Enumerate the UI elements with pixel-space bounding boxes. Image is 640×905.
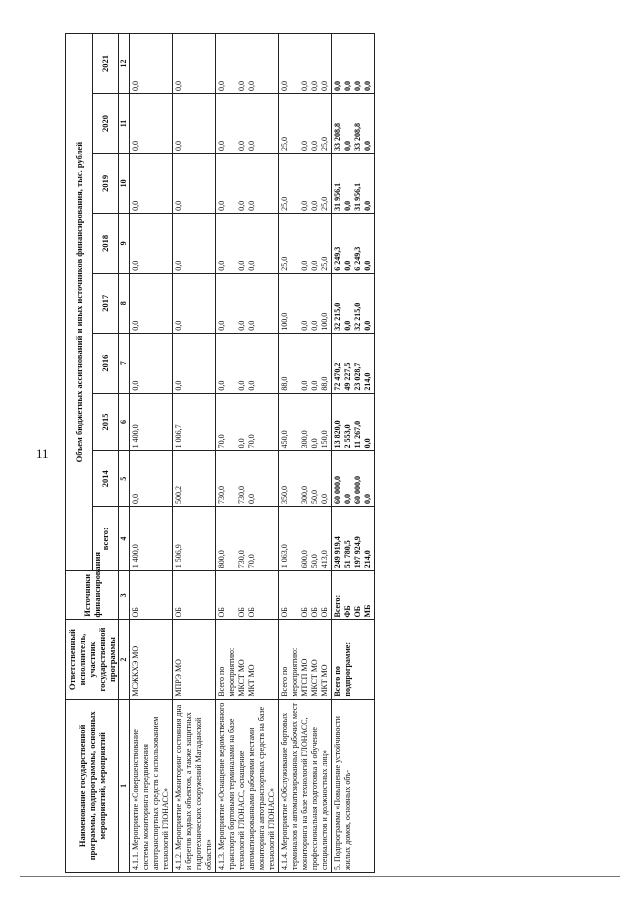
column-number: 12 [119,34,130,94]
header-source: Источники финансирования [66,571,119,620]
row-value-cell [332,94,375,154]
source-line: ОБ [300,607,309,618]
value-line: 0,0 [310,260,319,271]
value-line: 0,0 [217,140,226,151]
column-number: 5 [119,451,130,507]
table-row [173,34,216,873]
column-number: 1 [119,699,130,872]
value-line: 49 227,5 [343,362,352,391]
value-line: 0,0 [363,494,372,505]
column-number: 3 [119,571,130,620]
value-line: 0,0 [343,494,352,505]
executor-line: МКТ МО [320,664,329,697]
executor-line: МКСТ МО [237,659,246,697]
value-line: 730,0 [237,550,246,569]
row-value-cell [332,451,375,507]
value-line: 0,0 [217,320,226,331]
row-value-cell [173,94,216,154]
value-line: 0,0 [237,380,246,391]
row-value-cell [130,451,173,507]
row-value-cell [332,213,375,273]
row-value-cell [279,507,332,571]
executor-line: Всего по мероприятию: [217,647,236,697]
value-line: 0,0 [247,260,256,271]
value-line: 60 000,0 [353,476,362,505]
column-number: 10 [119,153,130,213]
value-line: 0,0 [300,320,309,331]
source-line: ОБ [353,605,362,618]
header-year: 2018 [92,213,119,273]
header-year: 2021 [92,34,119,94]
row-value-cell [216,333,279,393]
table-row [279,34,332,873]
header-total: всего: [92,507,119,571]
header-year: 2020 [92,94,119,154]
row-source [332,571,375,620]
header-name: Наименование государственной программы, подпрограммы, основных мероприятий, мероприятий [66,699,119,872]
row-value-cell [332,273,375,333]
value-line: 0,0 [174,81,183,92]
value-line: 0,0 [217,200,226,211]
value-line: 214,0 [363,372,372,391]
row-executor [332,620,375,699]
column-number: 8 [119,273,130,333]
funding-table [65,33,375,873]
row-value-cell [130,507,173,571]
row-value-cell [173,213,216,273]
value-line: 0,0 [247,494,256,505]
value-line: 70,0 [247,434,256,449]
executor-line: Всего по подпрограмме: [333,641,352,697]
row-value-cell [173,153,216,213]
row-value-cell [173,507,216,571]
source-line: ОБ [310,607,319,618]
value-line: 1 400,0 [131,424,140,449]
header-year: 2016 [92,333,119,393]
value-line: 0,0 [310,140,319,151]
column-number: 7 [119,333,130,393]
row-value-cell [216,34,279,94]
source-line: ОБ [280,607,289,618]
value-line: 32 215,0 [333,302,342,331]
table-body [119,34,375,873]
row-source [279,571,332,620]
row-executor [279,620,332,699]
row-value-cell [130,153,173,213]
header-executor: Ответственный исполнитель, участник государственной программы [66,620,119,699]
value-line: 0,0 [131,380,140,391]
value-line: 0,0 [343,140,352,151]
value-line: 0,0 [343,260,352,271]
source-line: ОБ [174,607,183,618]
value-line: 0,0 [247,380,256,391]
value-line: 100,0 [320,312,329,331]
value-line: 0,0 [237,140,246,151]
value-line: 730,0 [237,486,246,505]
value-line: 0,0 [343,320,352,331]
value-line: 100,0 [280,312,289,331]
value-line: 0,0 [247,140,256,151]
value-line: 0,0 [333,81,342,92]
header-year: 2019 [92,153,119,213]
value-line: 0,0 [280,81,289,92]
value-line: 0,0 [247,320,256,331]
executor-line: МТСП МО [300,658,309,697]
row-value-cell [279,451,332,507]
row-value-cell [173,273,216,333]
executor-line: МСЖКХЭ МО [131,645,140,697]
column-number: 6 [119,393,130,451]
value-line: 0,0 [217,260,226,271]
value-line: 0,0 [217,380,226,391]
value-line: 800,0 [217,550,226,569]
value-line: 500,2 [174,486,183,505]
value-line: 0,0 [300,140,309,151]
row-value-cell [279,273,332,333]
value-line: 31 956,1 [353,182,362,211]
value-line: 70,0 [217,434,226,449]
header-year: 2015 [92,393,119,451]
value-line: 0,0 [131,494,140,505]
row-value-cell [216,94,279,154]
value-line: 0,0 [174,320,183,331]
value-line: 0,0 [131,200,140,211]
row-name: 4.1.1. Мероприятие «Совершенствование системы мониторинга передвижения автотранспортных средств с использованием технологий ГЛОНАСС» [130,699,173,872]
row-value-cell [332,153,375,213]
value-line: 23 028,7 [353,362,362,391]
value-line: 0,0 [131,320,140,331]
executor-line: Всего по мероприятию: [280,647,299,697]
row-value-cell [332,333,375,393]
row-value-cell [279,153,332,213]
row-value-cell [130,273,173,333]
page-number: 11 [36,446,49,461]
value-line: 88,0 [280,376,289,391]
column-number: 4 [119,507,130,571]
value-line: 0,0 [247,200,256,211]
value-line: 0,0 [237,200,246,211]
source-line: ОБ [237,607,246,618]
table-row [130,34,173,873]
value-line: 600,0 [300,550,309,569]
value-line: 0,0 [300,380,309,391]
value-line: 6 249,3 [353,246,362,271]
row-value-cell [130,94,173,154]
value-line: 0,0 [174,200,183,211]
row-source [216,571,279,620]
value-line: 214,0 [363,550,372,569]
row-value-cell [216,451,279,507]
source-line: ОБ [247,607,256,618]
value-line: 0,0 [310,438,319,449]
row-executor [130,620,173,699]
value-line: 60 000,0 [333,476,342,505]
row-executor [216,620,279,699]
value-line: 33 208,8 [353,122,362,151]
value-line: 51 780,5 [343,540,352,569]
row-name: 5. Подпрограмма «Повышение устойчивости жилых домов, основных объ- [332,699,375,872]
row-name: 4.1.4. Мероприятие «Обслуживание бортовых терминалов и автоматизированных рабочих мест мониторинга на базе технологий ГЛОНАСС, профессиональная подготовка и обучение специалистов и должностных лиц» [279,699,332,872]
value-line: 0,0 [174,260,183,271]
row-value-cell [173,34,216,94]
value-line: 70,0 [247,554,256,569]
column-number: 11 [119,94,130,154]
value-line: 197 924,9 [353,536,362,569]
value-line: 0,0 [174,140,183,151]
header-funding: Объем бюджетных ассигнований и иных источников финансирования, тыс. рублей [66,34,93,571]
value-line: 32 215,0 [353,302,362,331]
row-value-cell [279,393,332,451]
row-value-cell [130,393,173,451]
column-number: 9 [119,213,130,273]
value-line: 0,0 [363,140,372,151]
source-line: ФБ [343,605,352,618]
row-value-cell [173,451,216,507]
row-value-cell [332,507,375,571]
row-value-cell [130,333,173,393]
value-line: 300,0 [300,486,309,505]
value-line: 0,0 [300,81,309,92]
row-value-cell [130,213,173,273]
value-line: 11 267,0 [353,420,362,449]
source-line: ОБ [320,607,329,618]
value-line: 0,0 [343,81,352,92]
value-line: 730,0 [217,486,226,505]
row-value-cell [173,393,216,451]
page-footer-rule [20,876,620,877]
value-line: 0,0 [343,200,352,211]
row-value-cell [173,333,216,393]
value-line: 0,0 [174,380,183,391]
source-line: ОБ [131,607,140,618]
value-line: 2 553,0 [343,424,352,449]
value-line: 25,0 [280,256,289,271]
source-line: МБ [363,604,372,618]
value-line: 0,0 [310,320,319,331]
value-line: 0,0 [353,81,362,92]
value-line: 1 506,9 [174,544,183,569]
value-line: 33 208,8 [333,122,342,151]
value-line: 350,0 [280,486,289,505]
row-value-cell [279,213,332,273]
row-value-cell [216,507,279,571]
row-value-cell [216,393,279,451]
value-line: 0,0 [247,81,256,92]
value-line: 50,0 [310,490,319,505]
value-line: 300,0 [300,430,309,449]
executor-line: МКТ МО [247,664,256,697]
column-number: 2 [119,620,130,699]
value-line: 0,0 [300,260,309,271]
source-line: ОБ [217,607,226,618]
column-number-row [119,34,130,873]
value-line: 25,0 [280,136,289,151]
row-value-cell [216,213,279,273]
value-line: 0,0 [300,200,309,211]
value-line: 0,0 [320,494,329,505]
value-line: 25,0 [320,136,329,151]
source-line: Всего: [333,594,342,618]
table-row [332,34,375,873]
value-line: 0,0 [237,320,246,331]
value-line: 0,0 [131,260,140,271]
row-value-cell [130,34,173,94]
value-line: 50,0 [310,554,319,569]
value-line: 25,0 [280,196,289,211]
value-line: 0,0 [363,320,372,331]
row-value-cell [279,333,332,393]
value-line: 1 400,0 [131,544,140,569]
value-line: 0,0 [237,438,246,449]
value-line: 413,0 [320,550,329,569]
row-value-cell [279,94,332,154]
value-line: 0,0 [131,140,140,151]
value-line: 0,0 [363,438,372,449]
value-line: 6 249,3 [333,246,342,271]
value-line: 25,0 [320,196,329,211]
value-line: 0,0 [217,81,226,92]
executor-line: МКСТ МО [310,659,319,697]
value-line: 0,0 [363,81,372,92]
value-line: 249 919,4 [333,536,342,569]
row-value-cell [216,153,279,213]
executor-line: МПРЭ МО [174,659,183,697]
header-year: 2017 [92,273,119,333]
header-year: 2014 [92,451,119,507]
row-source [173,571,216,620]
row-name: 4.1.2. Мероприятие «Мониторинг состояния дна и берегов водных объектов, а также защитных гидротехнических сооружений Магаданской области» [173,699,216,872]
table-row [216,34,279,873]
value-line: 450,0 [280,430,289,449]
row-name: 4.1.3. Мероприятие «Оснащение ведомственного транспорта бортовыми терминалами на базе технологий ГЛОНАСС, оснащение автоматизированными рабочими местами мониторинга автотранспортных средств на базе технологий ГЛОНАСС» [216,699,279,872]
value-line: 0,0 [131,81,140,92]
row-value-cell [332,34,375,94]
value-line: 31 956,1 [333,182,342,211]
value-line: 0,0 [237,81,246,92]
value-line: 88,0 [320,376,329,391]
value-line: 72 470,2 [333,362,342,391]
value-line: 0,0 [363,260,372,271]
row-value-cell [216,273,279,333]
value-line: 0,0 [310,380,319,391]
rotated-table-wrapper [65,33,625,873]
row-source [130,571,173,620]
value-line: 0,0 [310,81,319,92]
value-line: 0,0 [237,260,246,271]
row-executor [173,620,216,699]
row-value-cell [332,393,375,451]
value-line: 0,0 [310,200,319,211]
value-line: 13 820,0 [333,420,342,449]
value-line: 1 006,7 [174,424,183,449]
value-line: 0,0 [363,200,372,211]
value-line: 150,0 [320,430,329,449]
value-line: 25,0 [320,256,329,271]
row-value-cell [279,34,332,94]
value-line: 0,0 [320,81,329,92]
value-line: 1 063,0 [280,544,289,569]
